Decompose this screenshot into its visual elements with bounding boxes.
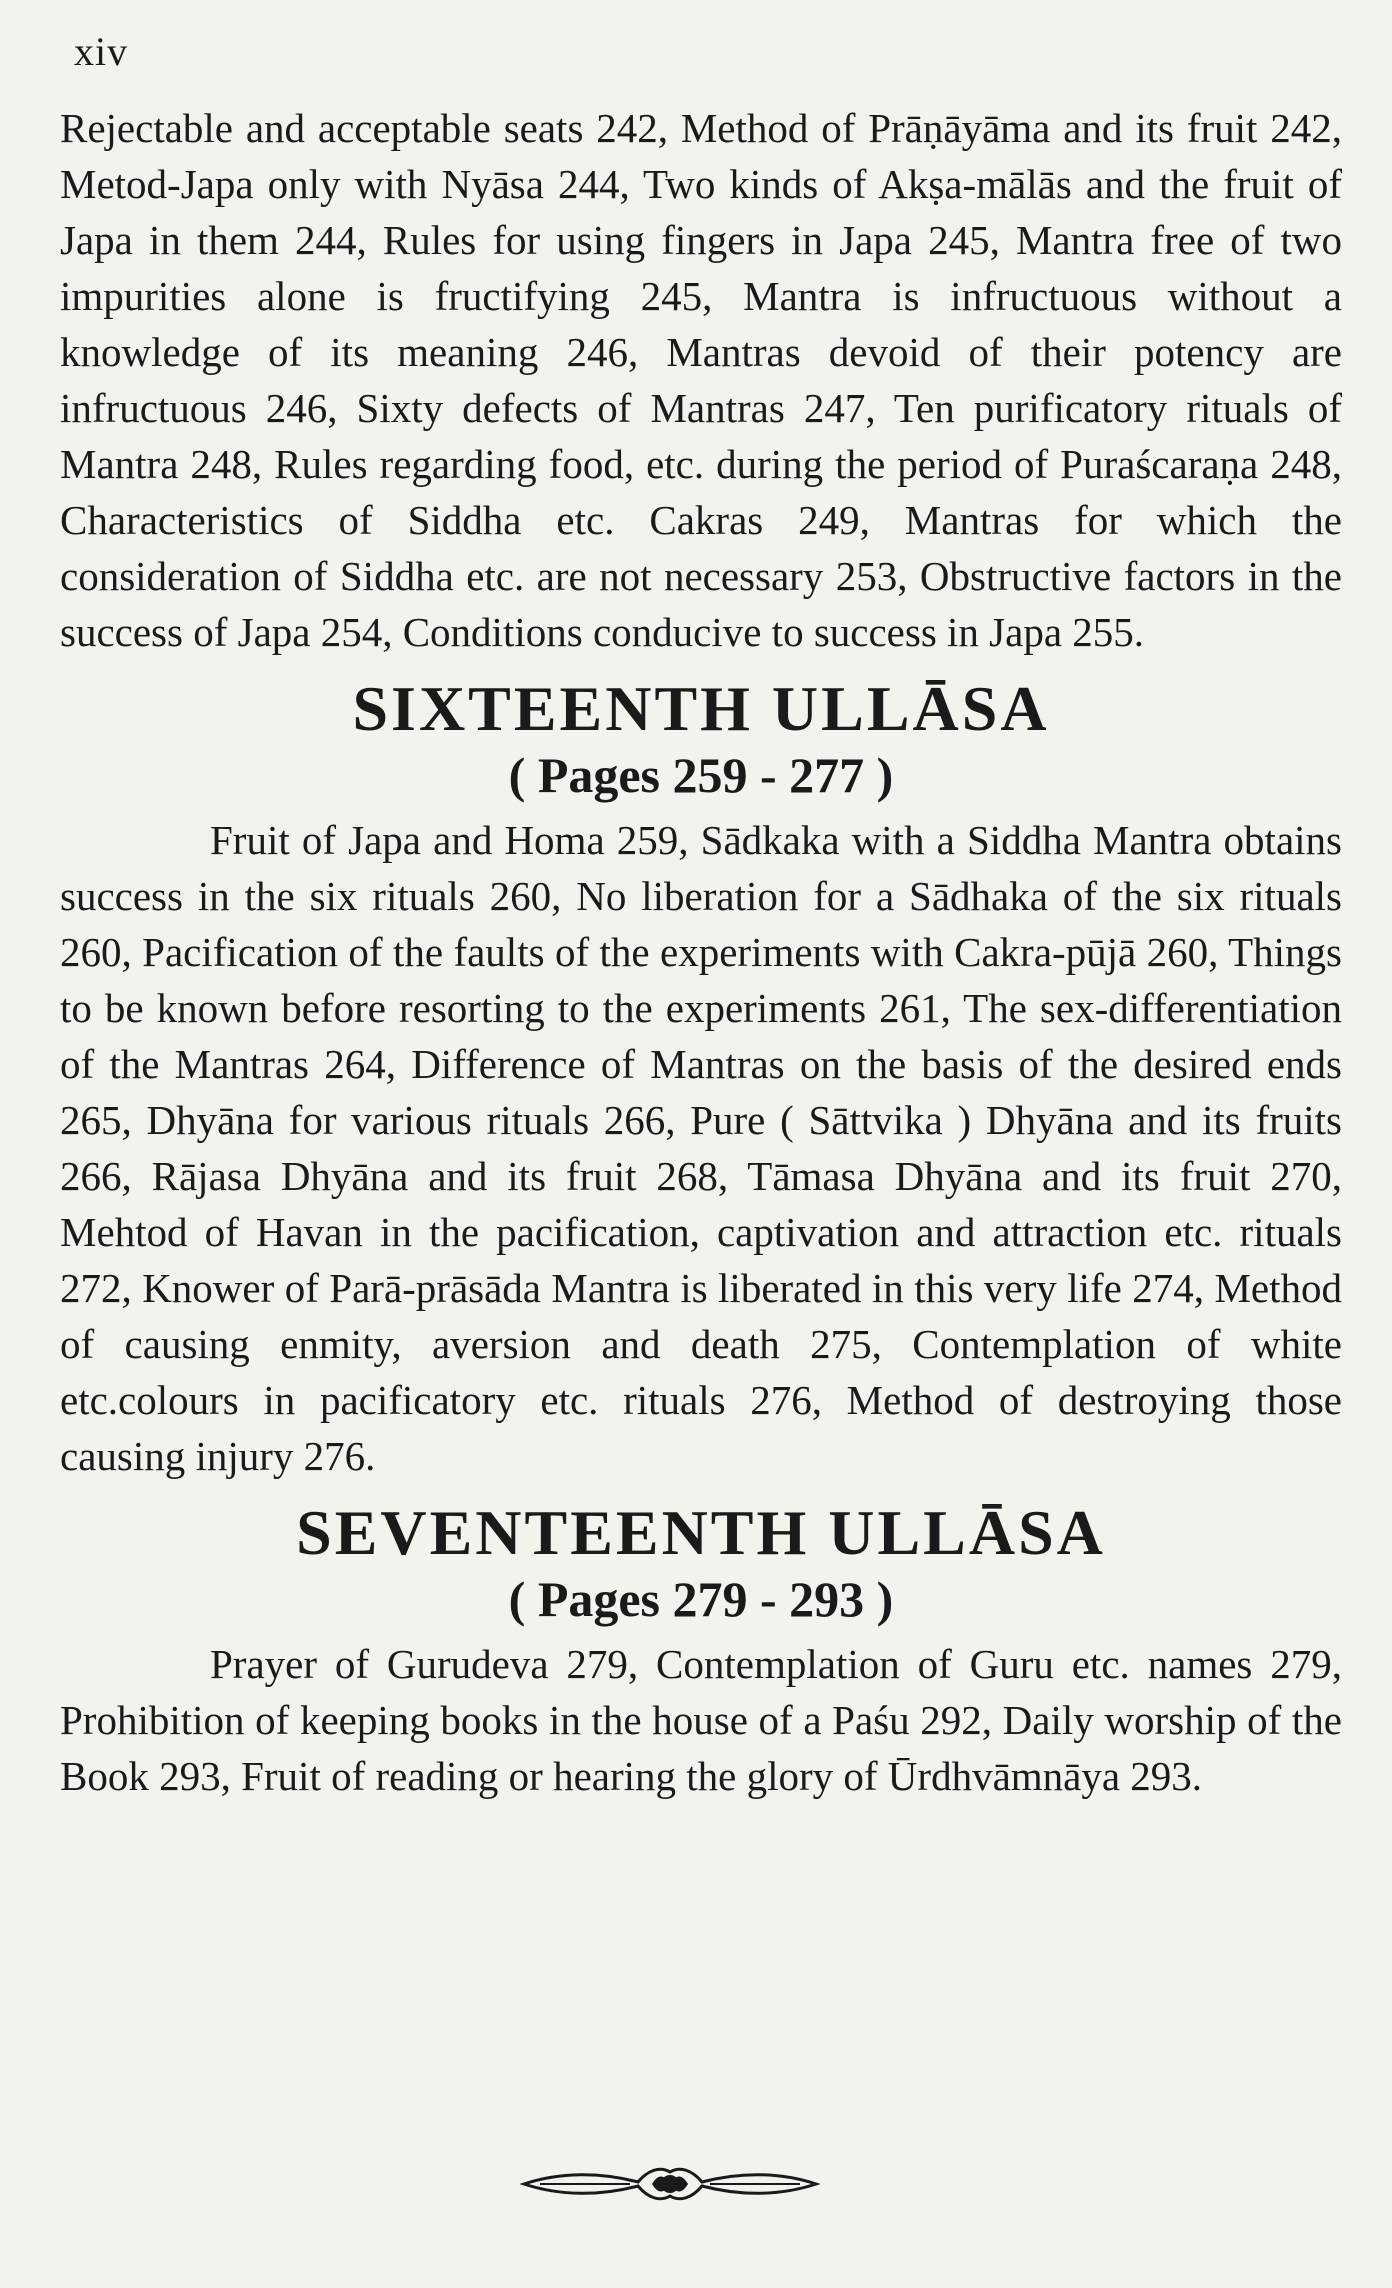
- intro-paragraph: Rejectable and acceptable seats 242, Method of Prāṇāyāma and its fruit 242, Metod-Japa only with Nyāsa 244, Two kinds of Akṣa-mālās and the fruit of Japa in them 244, Rules for using fingers in Japa 245, Mantra free of two impurities alone is fructifying 245, Mantra is infructuous without a knowledge of its meaning 246, Mantras devoid of their potency are infructuous 246, Sixty defects of Mantras 247, Ten purificatory rituals of Mantra 248, Rules regarding food, etc. during the period of Puraścaraṇa 248, Characteristics of Siddha etc. Cakras 249, Mantras for which the consideration of Siddha etc. are not necessary 253, Obstructive factors in the success of Japa 254, Conditions conducive to success in Japa 255.: [60, 105, 1342, 655]
- ornament-icon: [520, 2162, 820, 2206]
- section-paragraph-sixteenth: Fruit of Japa and Homa 259, Sādkaka with a Siddha Mantra obtains success in the six rituals 260, No liberation for a Sādhaka of the six rituals 260, Pacification of the faults of the experiments with Cakra-pūjā 260, Things to be known before resorting to the experiments 261, The sex-differentiation of the Mantras 264, Difference of Mantras on the basis of the desired ends 265, Dhyāna for various rituals 266, Pure ( Sāttvika ) Dhyāna and its fruits 266, Rājasa Dhyāna and its fruit 268, Tāmasa Dhyāna and its fruit 270, Mehtod of Havan in the pacification, captivation and attraction etc. rituals 272, Knower of Parā-prāsāda Mantra is liberated in this very life 274, Method of causing enmity, aversion and death 275, Contemplation of white etc.colours in pacificatory etc. rituals 276, Method of destroying those causing injury 276.: [60, 817, 1342, 1479]
- section-pages-seventeenth: ( Pages 279 - 293 ): [508, 1571, 894, 1627]
- section-heading-seventeenth: SEVENTEENTH ULLĀSA: [296, 1497, 1106, 1568]
- section-paragraph-seventeenth: Prayer of Gurudeva 279, Contemplation of Guru etc. names 279, Prohibition of keeping books in the house of a Paśu 292, Daily worship of the Book 293, Fruit of reading or hearing the glory of Ūrdhvāmnāya 293.: [60, 1641, 1342, 1799]
- page-content: [60, 100, 1342, 1804]
- section-heading-sixteenth: SIXTEENTH ULLĀSA: [352, 673, 1050, 744]
- section-pages-sixteenth: ( Pages 259 - 277 ): [508, 747, 894, 803]
- page-number: xiv: [74, 29, 129, 74]
